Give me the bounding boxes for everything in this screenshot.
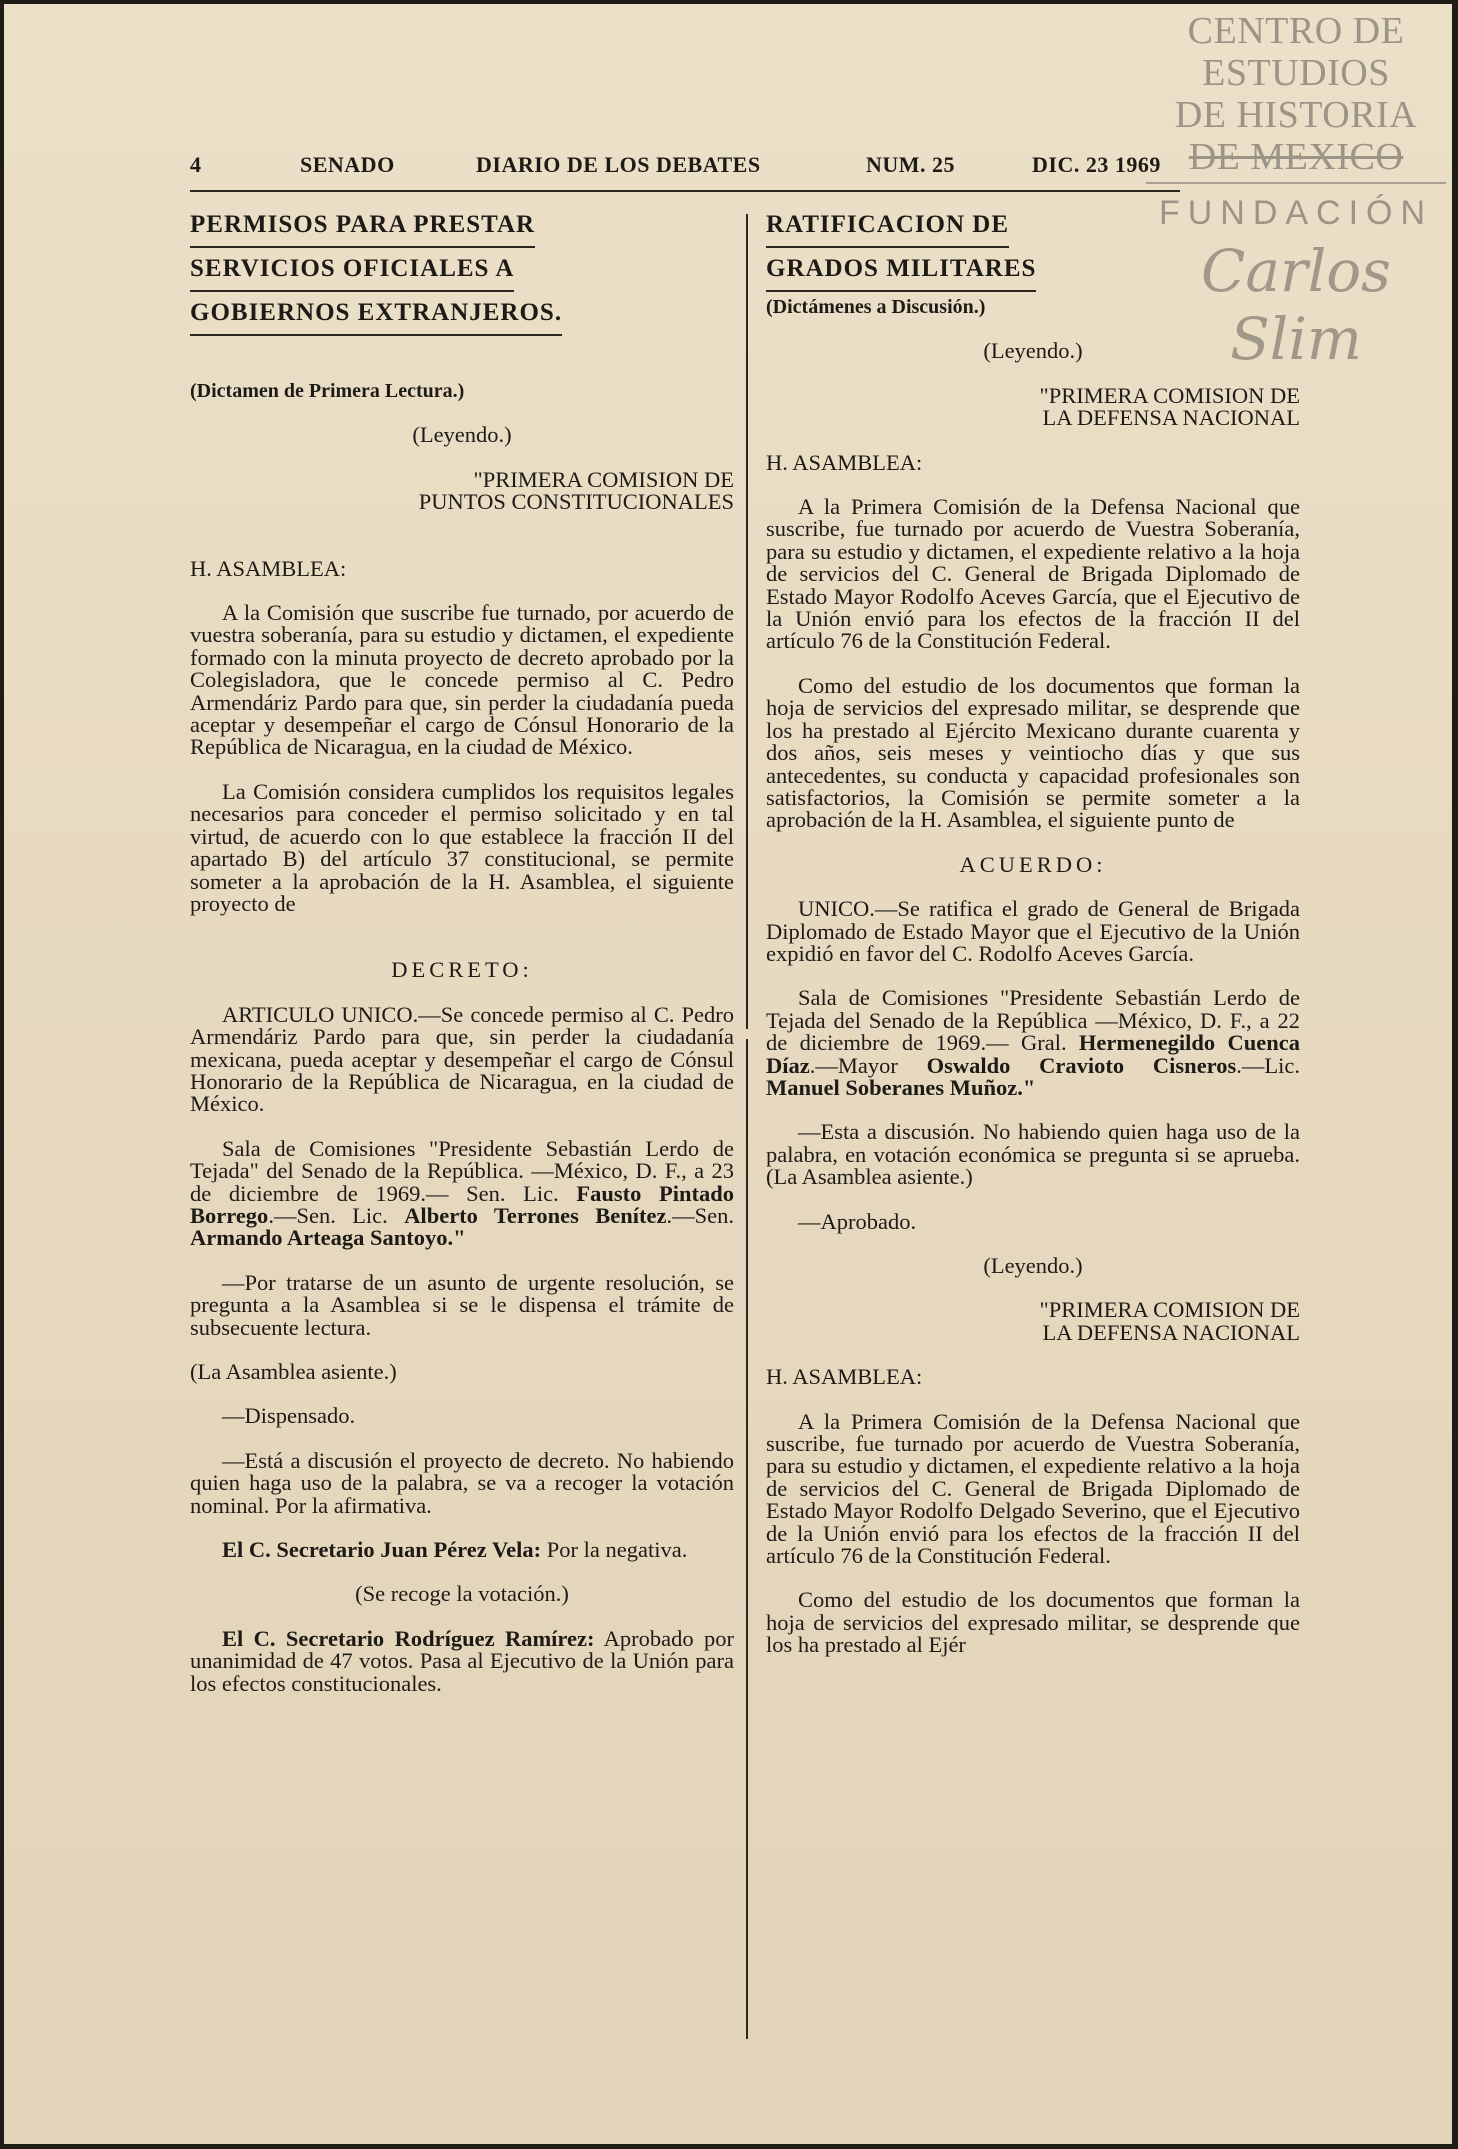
speaker-name: El C. Secretario Rodríguez Ramírez: [222,1625,595,1651]
text: .—Lic. [1236,1052,1300,1078]
paragraph: —Esta a discusión. No habiendo quien haga uso de la palabra, en votación económica se pregunta si se aprueba. (La Asamblea asiente.) [766,1119,1300,1190]
text: Aprobado por unanimidad de 47 votos. Pasa al Ejecutivo de la Unión para los efectos constitucionales. [190,1625,734,1696]
paragraph: UNICO.—Se ratifica el grado de General de Brigada Diplomado de Estado Mayor que el Ejecutivo de la Unión expidió en favor del C. Rodolfo Aceves García. [766,896,1300,966]
header-date: DIC. 23 1969 [1032,152,1161,177]
commission-heading: LA DEFENSA NACIONAL [1042,1319,1300,1345]
watermark-line: DE MEXICO [1188,136,1404,178]
commission-heading: "PRIMERA COMISION DE [1039,1297,1300,1323]
signer-name: Armando Arteaga Santoyo." [190,1225,466,1251]
paragraph: (La Asamblea asiente.) [190,1359,397,1384]
reading-note: (Leyendo.) [412,422,512,448]
right-column [766,204,1300,1657]
salutation: H. ASAMBLEA: [766,1364,923,1390]
text: .—Sen. [666,1202,734,1228]
header-rule [190,190,1180,192]
paragraph: (Se recoge la votación.) [355,1581,569,1607]
speaker-name: El C. Secretario Juan Pérez Vela: [222,1537,542,1563]
title-line: SERVICIOS OFICIALES A [190,248,514,292]
watermark-line: ESTUDIOS [1202,52,1390,94]
watermark-foundation: FUNDACIÓN [1158,194,1434,232]
signer-name: Fausto Pintado Borrego [190,1180,734,1228]
paragraph: —Por tratarse de un asunto de urgente resolución, se pregunta a la Asamblea si se le dispensa el trámite de subsecuente lectura. [190,1269,734,1340]
column-divider [746,214,748,1029]
paragraph: A la Primera Comisión de la Defensa Nacional que suscribe, fue turnado por acuerdo de Vuestra Soberanía, para su estudio y dictamen, el expediente relativo a la hoja de servicios del C. General de Brigada Diplomado de Estado Mayor Rodolfo Aceves García, que el Ejecutivo de la Unión envió para los efectos de la fracción II del artículo 76 de la Constitución Federal. [766,494,1300,654]
section-subtitle: (Dictamen de Primera Lectura.) [190,380,465,402]
page-number: 4 [190,152,202,177]
paragraph: —Aprobado. [798,1208,917,1234]
reading-note: (Leyendo.) [983,1253,1083,1278]
title-line: GOBIERNOS EXTRANJEROS. [190,292,562,336]
signature-paragraph [190,1135,734,1251]
paragraph: —Dispensado. [222,1403,356,1429]
title-line: PERMISOS PARA PRESTAR [190,204,535,248]
agreement-heading: ACUERDO: [959,851,1107,877]
signer-name: Alberto Terrones Benítez [404,1202,667,1228]
running-header [190,152,1180,186]
commission-heading: PUNTOS CONSTITUCIONALES [418,489,734,515]
header-publication: DIARIO DE LOS DEBATES [476,152,761,177]
signer-name: Manuel Soberanes Muñoz." [766,1074,1036,1100]
speaker-paragraph [190,1539,734,1561]
commission-heading: LA DEFENSA NACIONAL [1042,405,1300,431]
decree-heading: DECRETO: [391,957,533,983]
document-page [4,4,1452,2144]
watermark-divider [1146,182,1446,184]
paragraph: A la Comisión que suscribe fue turnado, por acuerdo de vuestra soberanía, para su estudio y dictamen, el expediente formado con la minuta proyecto de decreto aprobado por la Colegisladora, que le concede permiso al C. Pedro Armendáriz Pardo para que, sin perder la ciudadanía pueda aceptar y desempeñar el cargo de Cónsul Honorario de la República de Nicaragua, en la ciudad de México. [190,600,734,760]
paragraph: La Comisión considera cumplidos los requisitos legales necesarios para conceder el permiso solicitado y en tal virtud, de acuerdo con lo que establece la fracción II del apartado B) del artículo 37 constitucional, se permite someter a la aprobación de la H. Asamblea, el siguiente proyecto de [190,778,734,916]
commission-heading: "PRIMERA COMISION DE [1039,382,1300,408]
watermark-line: CENTRO DE [1187,10,1405,52]
text: .—Sen. Lic. [268,1202,405,1228]
section-subtitle: (Dictámenes a Discusión.) [766,296,986,318]
speaker-paragraph [190,1625,734,1696]
title-line: GRADOS MILITARES [766,248,1036,292]
commission-heading: "PRIMERA COMISION DE [473,466,734,492]
header-number: NUM. 25 [866,152,956,177]
paragraph: Como del estudio de los documentos que forman la hoja de servicios del expresado militar, se desprende que los ha prestado al Ejército Mexicano durante cuarenta y dos años, seis meses y veintiocho días y que sus antecedentes, su conducta y capacidad profesionales son satisfactorios, la Comisión se permite someter a la aprobación de la H. Asamblea, el siguiente punto de [766,672,1300,833]
text: .—Mayor [809,1052,927,1078]
text: Sala de Comisiones "Presidente Sebastián Lerdo de Tejada" del Senado de la República. —México, D. F., a 23 de diciembre de 1969.— Sen. Lic. [190,1135,734,1206]
title-line: RATIFICACION DE [766,204,1009,248]
left-column [190,204,734,1695]
watermark-line: DE HISTORIA [1174,94,1418,136]
salutation: H. ASAMBLEA: [190,555,347,581]
reading-note: (Leyendo.) [983,338,1083,364]
text: Por la negativa. [541,1537,688,1563]
paragraph: —Está a discusión el proyecto de decreto. No habiendo quien haga uso de la palabra, se va a recoger la votación nominal. Por la afirmativa. [190,1447,734,1518]
salutation: H. ASAMBLEA: [766,449,923,475]
header-chamber: SENADO [300,152,395,177]
section-title [766,204,1300,292]
watermark-signature: Carlos Slim [1201,237,1391,373]
signature-paragraph [766,987,1300,1099]
text: Sala de Comisiones "Presidente Sebastián Lerdo de Tejada del Senado de la República —México, D. F., a 22 de diciembre de 1969.— Gral. [766,985,1300,1056]
paragraph: A la Primera Comisión de la Defensa Nacional que suscribe, fue turnado por acuerdo de Vuestra Soberanía, para su estudio y dictamen, el expediente relativo a la hoja de servicios del C. General de Brigada Diplomado de Estado Mayor Rodolfo Delgado Severino, que el Ejecutivo de la Unión envió para los efectos de la fracción II del artículo 76 de la Constitución Federal. [766,1408,1300,1569]
signer-name: Oswaldo Cravioto Cisneros [926,1052,1237,1078]
paragraph: Como del estudio de los documentos que forman la hoja de servicios del expresado militar, se desprende que los ha prestado al Ejér [766,1587,1300,1658]
paragraph: ARTICULO UNICO.—Se concede permiso al C. Pedro Armendáriz Pardo para que, sin perder la ciudadanía mexicana, pueda aceptar y desempeñar el cargo de Cónsul Honorario de la República de Nicaragua, en la ciudad de México. [190,1001,734,1117]
column-divider [746,1039,748,2039]
section-title [190,204,734,336]
signer-name: Hermenegildo Cuenca Díaz [766,1030,1300,1078]
